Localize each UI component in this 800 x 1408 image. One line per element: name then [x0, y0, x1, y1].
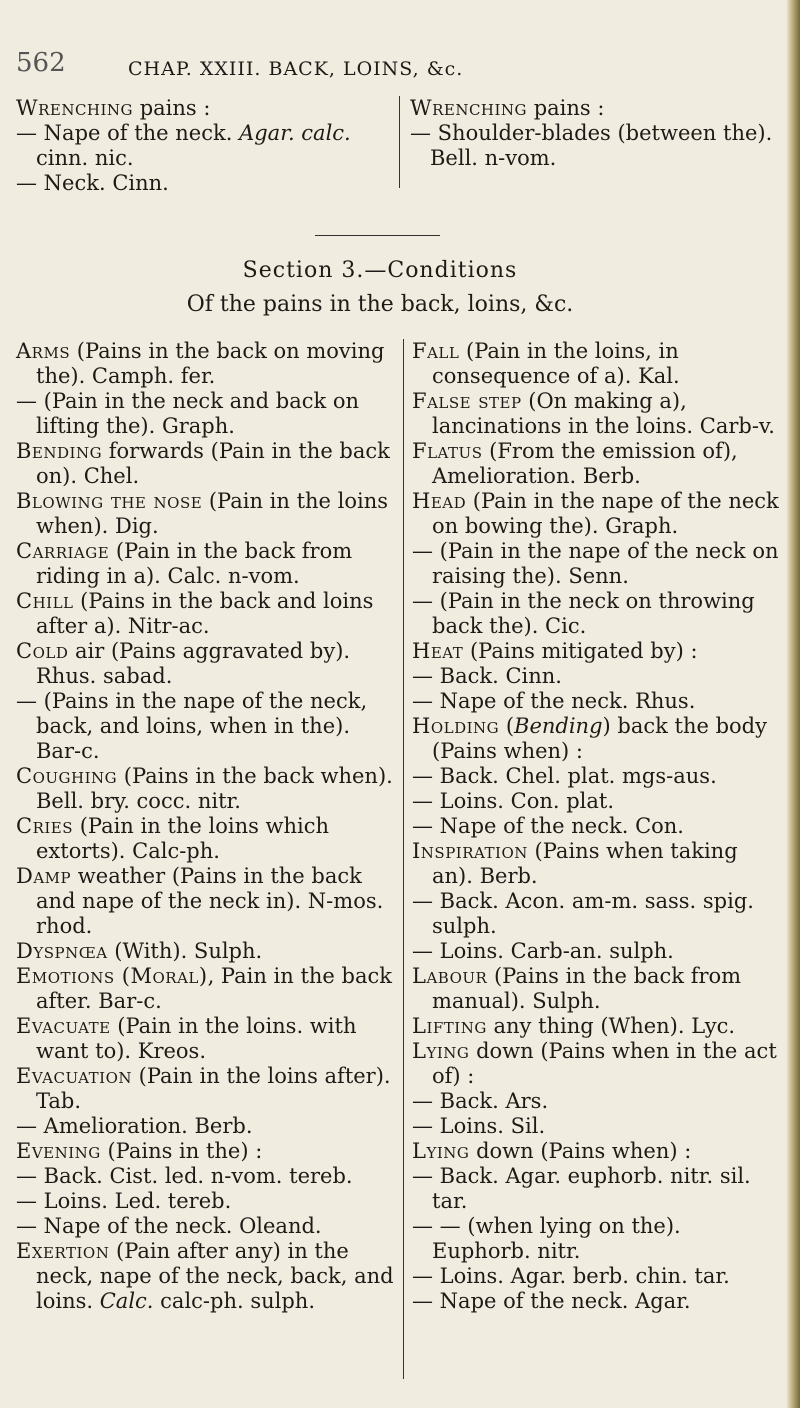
entry-text: (Pain in the loins which extorts). Calc-ph.	[36, 814, 330, 863]
entry-text: (	[499, 714, 515, 738]
entry-text: — Back. Agar. euphorb. nitr. sil. tar.	[412, 1164, 751, 1213]
entry-text: (Pain in the loins. with want to). Kreos.	[36, 1014, 357, 1063]
entry-heading: Arms	[16, 339, 71, 363]
section-rule	[315, 235, 440, 236]
index-entry	[412, 1089, 782, 1114]
entry-text: (Pain in the loins when). Dig.	[36, 489, 389, 538]
entry-text: (Pains in the back from manual). Sulph.	[432, 964, 742, 1013]
index-entry	[16, 339, 396, 389]
entry-text: (Pains mitigated by) :	[463, 639, 698, 663]
index-entry	[412, 689, 782, 714]
entry-heading: Head	[412, 489, 467, 513]
index-entry	[412, 789, 782, 814]
index-entry	[16, 389, 396, 439]
entry-heading: Lifting	[412, 1014, 487, 1038]
entry-text: — Nape of the neck. Con.	[412, 814, 684, 838]
entry-text: , Pain in the back after. Bar-c.	[36, 964, 392, 1013]
entry-heading: Chill	[16, 589, 74, 613]
entry-text: — Loins. Agar. berb. chin. tar.	[412, 1264, 730, 1288]
entry-rest: calc-ph. sulph.	[153, 1289, 315, 1313]
entry-text: — Loins. Carb-an. sulph.	[412, 939, 674, 963]
entry-text: weather (Pains in the back and nape of the neck in). N-mos. rhod.	[36, 864, 384, 938]
index-entry	[16, 1064, 396, 1114]
index-entry	[16, 939, 396, 964]
page-number: 562	[16, 48, 66, 78]
entry-italic: Agar. calc.	[239, 121, 351, 145]
index-entry	[412, 1164, 782, 1214]
index-entry	[412, 1014, 782, 1039]
entry-text: — Shoulder-blades (between the). Bell. n-vom.	[410, 121, 773, 170]
entry-text: forwards (Pain in the back on). Chel.	[36, 439, 390, 488]
index-entry	[412, 339, 782, 389]
entry-text: — (Pains in the nape of the neck, back, and loins, when in the). Bar-c.	[16, 689, 368, 763]
entry-text: (Pain in the nape of the neck on bowing the). Graph.	[432, 489, 779, 538]
index-entry	[16, 1114, 396, 1139]
section-subtitle: Of the pains in the back, loins, &c.	[186, 292, 574, 317]
entry-heading: Cries	[16, 814, 74, 838]
page-edge-shadow	[786, 0, 800, 1408]
index-entry	[16, 764, 396, 814]
column-divider	[403, 339, 404, 1379]
index-entry	[412, 1289, 782, 1314]
entry-text: — (Pain in the neck on throwing back the). Cic.	[412, 589, 755, 638]
index-entry	[412, 889, 782, 939]
entry-text: — Back. Cinn.	[412, 664, 562, 688]
index-entry	[16, 639, 396, 689]
left-column	[16, 339, 396, 1314]
index-entry	[16, 589, 396, 639]
entry-text: pains :	[527, 96, 605, 120]
entry-heading: Cold	[16, 639, 69, 663]
index-entry	[16, 1239, 396, 1314]
index-entry	[412, 764, 782, 789]
entry-heading: Wrenching	[410, 96, 528, 120]
index-entry	[16, 814, 396, 864]
entry-text: — — (when lying on the). Euphorb. nitr.	[412, 1214, 681, 1263]
index-entry	[412, 1264, 782, 1289]
entry-heading: Labour	[412, 964, 488, 988]
entry-italic: Bending	[514, 714, 603, 738]
index-entry	[412, 589, 782, 639]
entry-italic: Calc.	[99, 1289, 154, 1313]
index-entry	[16, 1139, 396, 1164]
entry-text: (Pains in the back and loins after a). Nitr-ac.	[36, 589, 374, 638]
entry-text: down (Pains when) :	[469, 1139, 692, 1163]
entry-text: — Back. Acon. am-m. sass. spig. sulph.	[412, 889, 754, 938]
entry-heading: Wrenching	[16, 96, 134, 120]
entry-text: down (Pains when in the act of) :	[432, 1039, 777, 1088]
entry-text: — (Pain in the nape of the neck on raising the). Senn.	[412, 539, 779, 588]
entry-heading: Blowing the nose	[16, 489, 203, 513]
entry-text: — Back. Ars.	[412, 1089, 549, 1113]
index-entry	[412, 539, 782, 589]
entry-heading: Flatus	[412, 439, 483, 463]
entry-heading: Holding	[412, 714, 500, 738]
index-entry	[16, 964, 396, 1014]
entry-heading: Exertion	[16, 1239, 110, 1263]
index-entry	[410, 121, 780, 171]
entry-heading: Fall	[412, 339, 460, 363]
entry-text: (Pains in the) :	[100, 1139, 263, 1163]
entry-text: any thing (When). Lyc.	[486, 1014, 736, 1038]
running-head: CHAP. XXIII. BACK, LOINS, &c.	[128, 58, 464, 80]
entry-text: — Back. Chel. plat. mgs-aus.	[412, 764, 717, 788]
index-entry	[412, 639, 782, 664]
entry-text: — Loins. Sil.	[412, 1114, 546, 1138]
index-entry	[16, 489, 396, 539]
entry-heading: Dyspnœa	[16, 939, 108, 963]
index-entry	[412, 814, 782, 839]
index-entry	[16, 1164, 396, 1189]
entry-text: — Loins. Con. plat.	[412, 789, 615, 813]
entry-text: — Amelioration. Berb.	[16, 1114, 253, 1138]
index-entry	[412, 939, 782, 964]
entry-text: (Pains in the back when). Bell. bry. cocc. nitr.	[36, 764, 393, 813]
index-entry	[16, 864, 396, 939]
top-right-entries	[410, 96, 780, 171]
entry-heading: Bending	[16, 439, 103, 463]
entry-rest: cinn. nic.	[36, 146, 134, 170]
entry-rest: ) back the body (Pains when) :	[432, 714, 767, 763]
index-entry	[16, 539, 396, 589]
entry-heading: Lying	[412, 1039, 470, 1063]
entry-heading: Inspiration	[412, 839, 528, 863]
entry-text: air (Pains aggravated by). Rhus. sabad.	[36, 639, 351, 688]
entry-text: (Pain in the loins after). Tab.	[36, 1064, 391, 1113]
entry-heading: Emotions (Moral)	[16, 964, 208, 988]
entry-text: (Pains in the back on moving the). Camph. fer.	[36, 339, 385, 388]
index-entry	[412, 439, 782, 489]
entry-text: — (Pain in the neck and back on lifting the). Graph.	[16, 389, 360, 438]
entry-text: (With). Sulph.	[107, 939, 263, 963]
entry-text: (On making a), lancinations in the loins. Carb-v.	[432, 389, 775, 438]
entry-heading: Coughing	[16, 764, 118, 788]
index-entry	[16, 1214, 396, 1239]
index-entry	[16, 171, 390, 196]
index-entry	[412, 1114, 782, 1139]
index-entry	[16, 96, 390, 121]
entry-heading: Lying	[412, 1139, 470, 1163]
index-entry	[412, 1039, 782, 1089]
entry-heading: False step	[412, 389, 522, 413]
entry-heading: Evacuation	[16, 1064, 132, 1088]
index-entry	[412, 389, 782, 439]
index-entry	[412, 489, 782, 539]
top-column-divider	[399, 96, 400, 188]
entry-text: — Neck. Cinn.	[16, 171, 169, 195]
index-entry	[16, 439, 396, 489]
entry-heading: Heat	[412, 639, 464, 663]
entry-text: — Nape of the neck. Oleand.	[16, 1214, 322, 1238]
entry-text: (Pain in the back from riding in a). Calc. n-vom.	[36, 539, 353, 588]
index-entry	[16, 121, 390, 171]
entry-heading: Damp	[16, 864, 72, 888]
entry-text: pains :	[133, 96, 211, 120]
index-entry	[16, 689, 396, 764]
index-entry	[412, 664, 782, 689]
entry-text: — Nape of the neck. Rhus.	[412, 689, 696, 713]
entry-text: (Pains when taking an). Berb.	[432, 839, 738, 888]
entry-text: — Loins. Led. tereb.	[16, 1189, 232, 1213]
index-entry	[410, 96, 780, 121]
entry-heading: Evacuate	[16, 1014, 111, 1038]
entry-text: (From the emission of), Amelioration. Berb.	[432, 439, 738, 488]
entry-text: — Back. Cist. led. n-vom. tereb.	[16, 1164, 353, 1188]
entry-heading: Evening	[16, 1139, 101, 1163]
index-entry	[412, 964, 782, 1014]
index-entry	[16, 1189, 396, 1214]
entry-text: (Pain after any) in the neck, nape of the neck, back, and loins.	[36, 1239, 394, 1313]
entry-text: — Nape of the neck. Agar.	[412, 1289, 691, 1313]
index-entry	[412, 714, 782, 764]
index-entry	[412, 1139, 782, 1164]
index-entry	[412, 839, 782, 889]
right-column	[412, 339, 782, 1314]
index-entry	[16, 1014, 396, 1064]
top-left-entries	[16, 96, 390, 196]
section-title: Section 3.—Conditions	[242, 258, 518, 283]
entry-heading: Carriage	[16, 539, 110, 563]
entry-text: — Nape of the neck.	[16, 121, 240, 145]
index-entry	[412, 1214, 782, 1264]
entry-text: (Pain in the loins, in consequence of a). Kal.	[432, 339, 680, 388]
